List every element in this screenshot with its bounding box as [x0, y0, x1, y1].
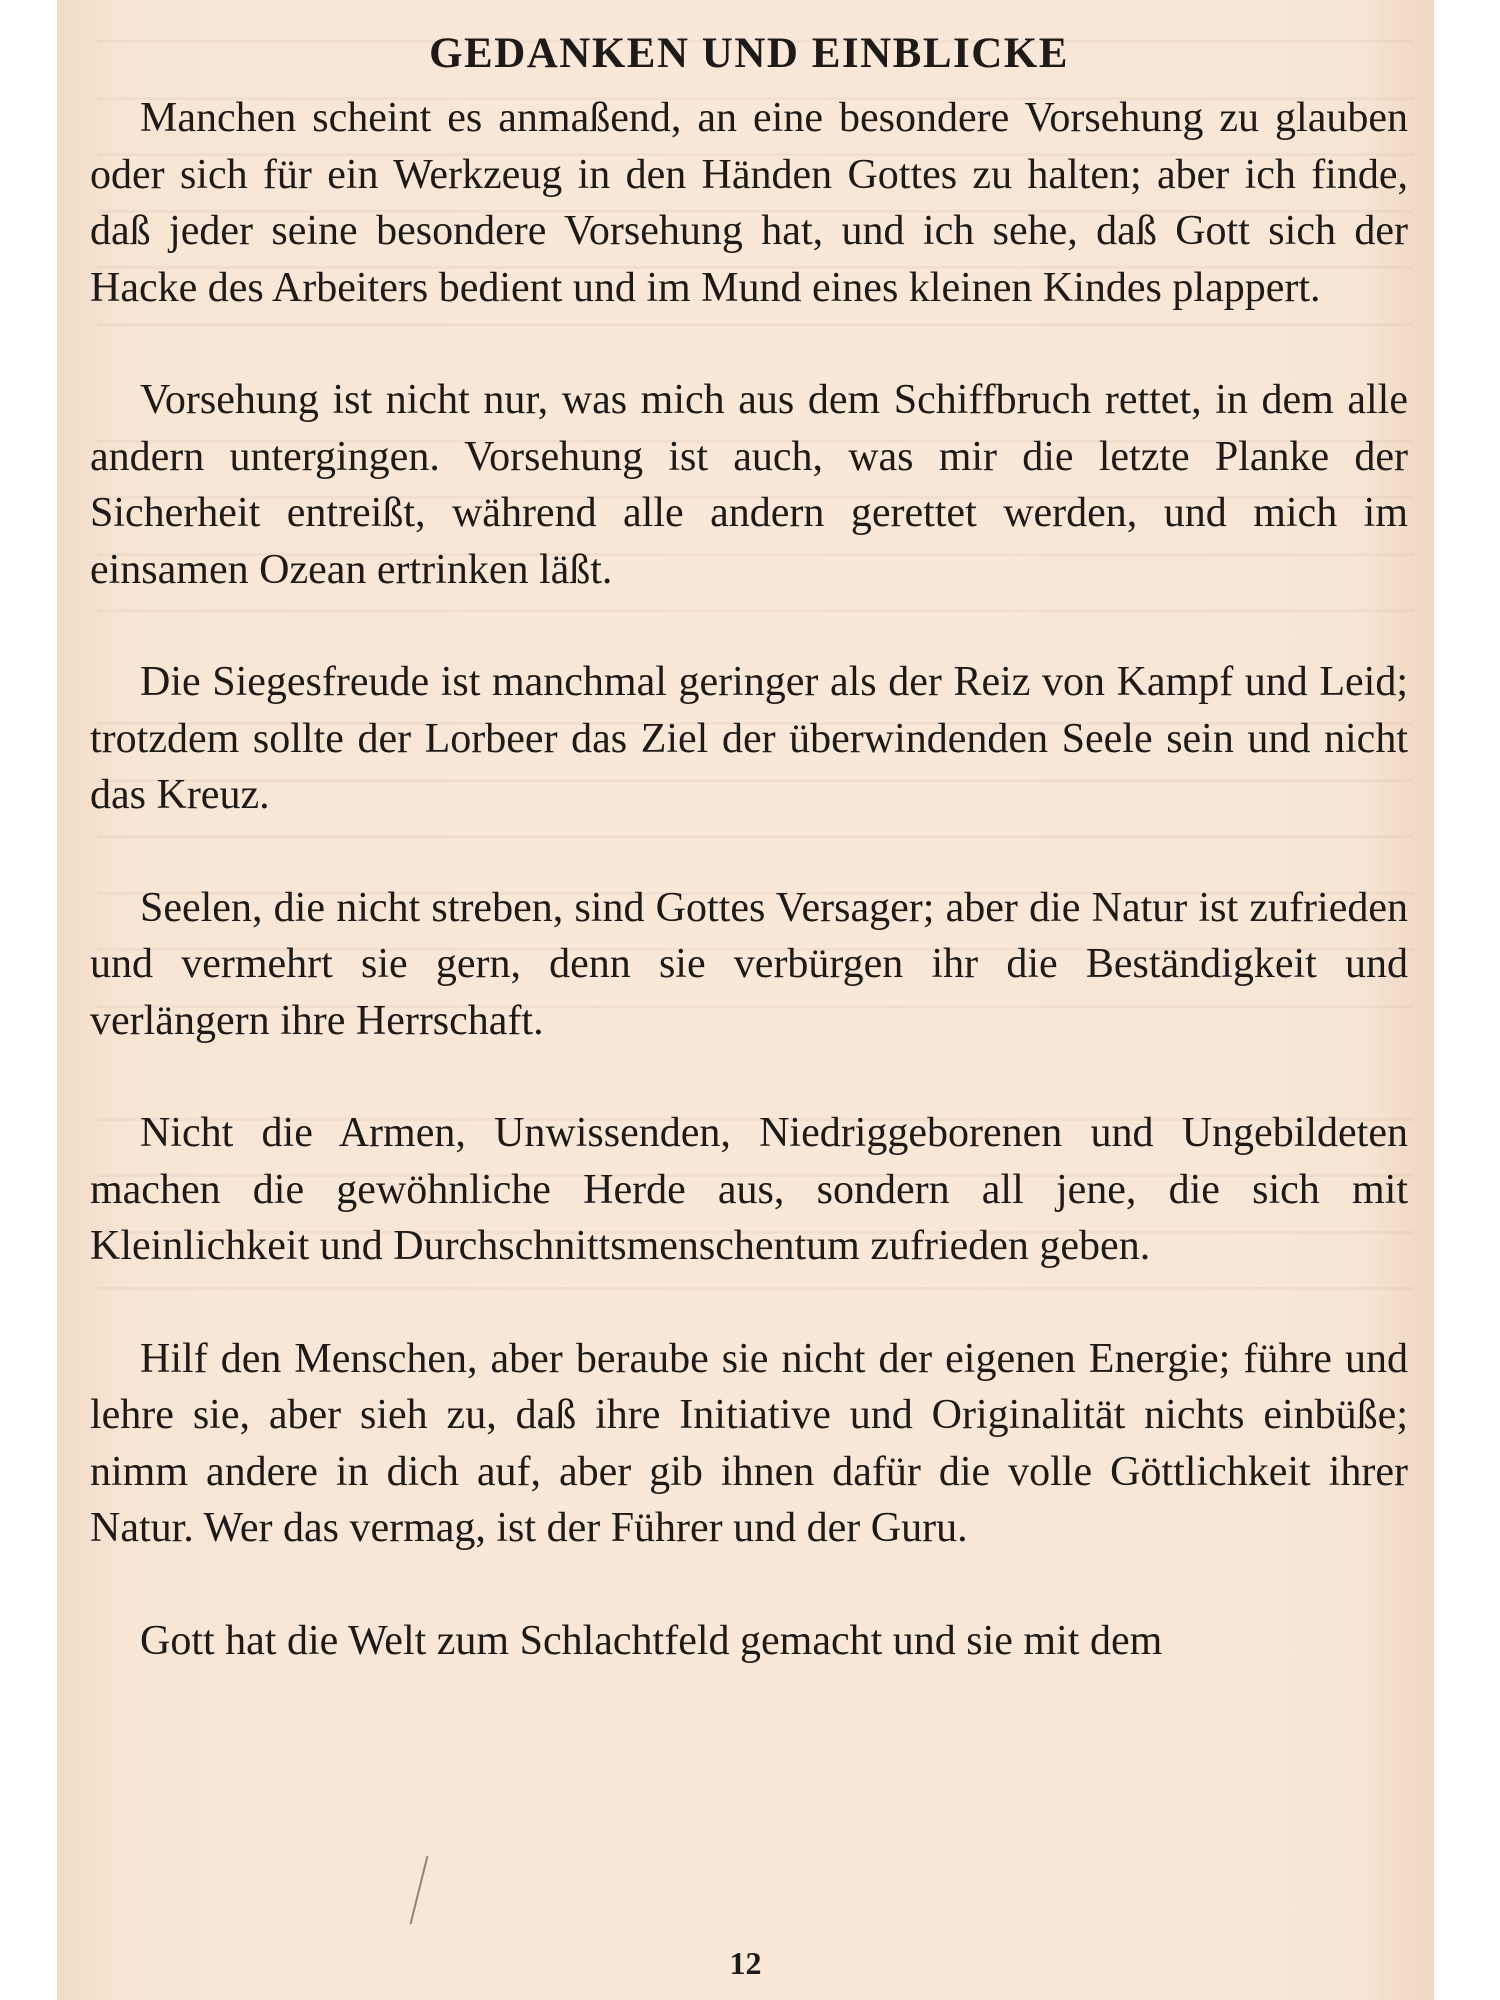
paragraph-4: Seelen, die nicht streben, sind Gottes Versager; aber die Natur ist zufrieden und vermehrt sie gern, denn sie verbürgen ihr die Beständigkeit und verlängern ihre Herrschaft. — [90, 884, 1408, 1044]
paragraph-1: Manchen scheint es anmaßend, an eine besondere Vorsehung zu glauben oder sich für ein Werkzeug in den Händen Gottes zu halten; aber ich finde, daß jeder seine besondere Vorsehung hat, und ich sehe, daß Gott sich der Hacke des Arbeiters bedient und im Mund eines kleinen Kindes plappert. — [90, 95, 1408, 311]
page-content — [90, 22, 1408, 1669]
page-number: 12 — [729, 1945, 762, 1981]
paragraph-5: Nicht die Armen, Unwissenden, Niedriggeborenen und Ungebildeten machen die gewöhnliche Herde aus, sondern all jene, die sich mit Kleinlichkeit und Durchschnittsmenschentum zufrieden geben. — [90, 1110, 1408, 1269]
paragraph-7: Gott hat die Welt zum Schlachtfeld gemacht und sie mit dem — [140, 1617, 1163, 1664]
book-page — [57, 0, 1434, 2000]
paragraph-6: Hilf den Menschen, aber beraube sie nicht der eigenen Energie; führe und lehre sie, aber sieh zu, daß ihre Initiative und Originalität nichts einbüße; nimm andere in dich auf, aber gib ihnen dafür die volle Göttlichkeit ihrer Natur. Wer das vermag, ist der Führer und der Guru. — [90, 1335, 1408, 1551]
paragraph-3: Die Siegesfreude ist manchmal geringer als der Reiz von Kampf und Leid; trotzdem sollte der Lorbeer das Ziel der überwindenden Seele sein und nicht das Kreuz. — [90, 659, 1408, 818]
page-title: GEDANKEN UND EINBLICKE — [429, 30, 1069, 77]
paragraph-2: Vorsehung ist nicht nur, was mich aus dem Schiffbruch rettet, in dem alle andern untergingen. Vorsehung ist auch, was mir die letzte Planke der Sicherheit entreißt, während alle andern gerettet werden, und mich im einsamen Ozean ertrinken läßt. — [90, 377, 1408, 593]
pencil-mark — [410, 1856, 429, 1924]
